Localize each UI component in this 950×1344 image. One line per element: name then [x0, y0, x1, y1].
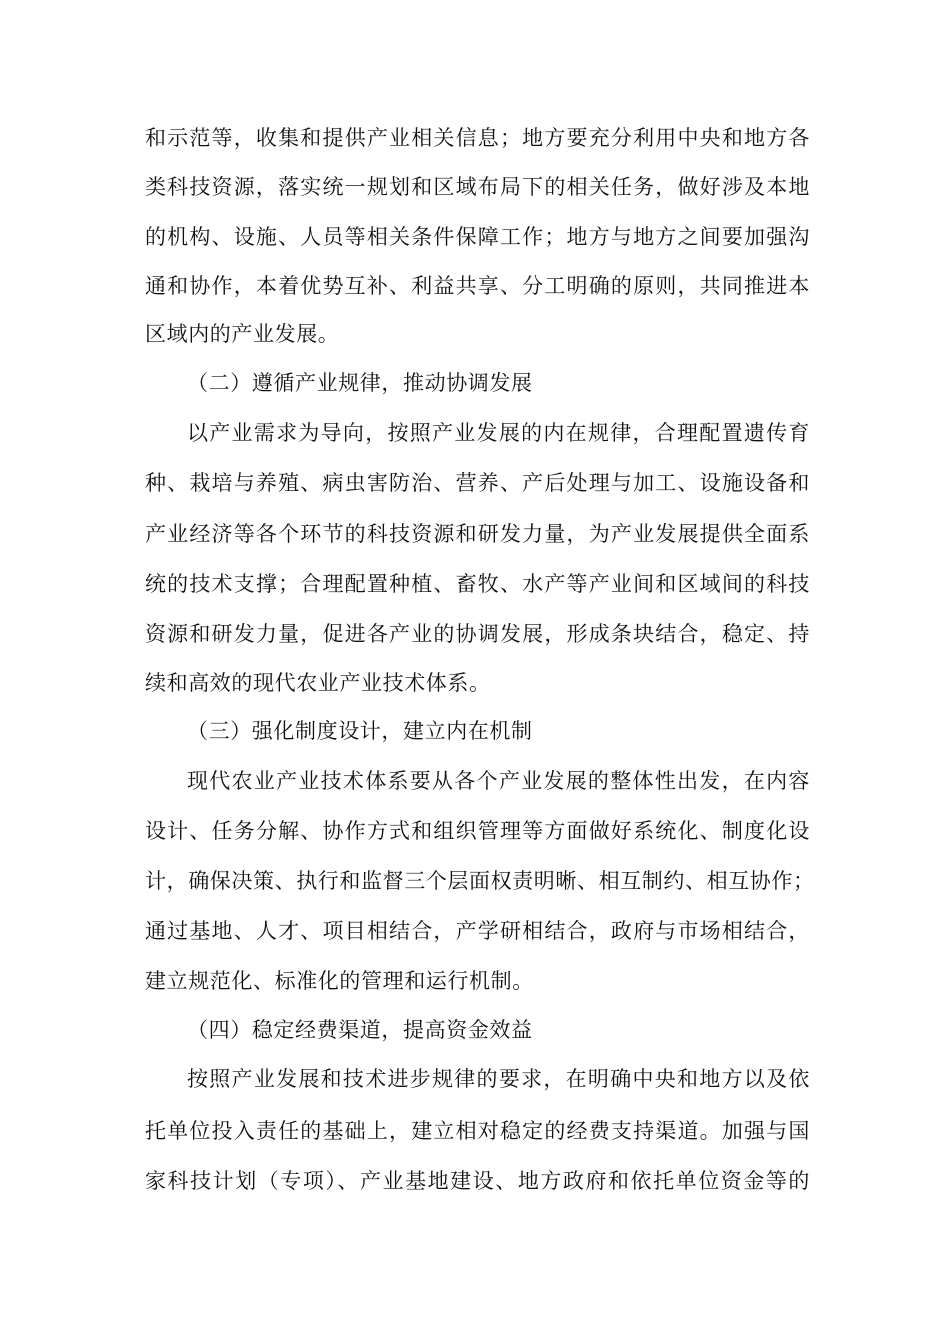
paragraph-2-line-3: 产业经济等各个环节的科技资源和研发力量，为产业发展提供全面系 — [145, 522, 810, 546]
paragraph-2-line-4: 统的技术支撑；合理配置种植、畜牧、水产等产业间和区域间的科技 — [145, 572, 810, 596]
paragraph-4-line-1: 按照产业发展和技术进步规律的要求，在明确中央和地方以及依 — [187, 1067, 810, 1091]
paragraph-4-line-3: 家科技计划（专项）、产业基地建设、地方政府和依托单位资金等的 — [145, 1169, 810, 1193]
paragraph-1-line-4: 通和协作，本着优势互补、利益共享、分工明确的原则，共同推进本 — [145, 274, 810, 298]
section-heading-2: （二）遵循产业规律，推动协调发展 — [187, 371, 533, 395]
section-heading-4: （四）稳定经费渠道，提高资金效益 — [187, 1018, 533, 1042]
paragraph-3-line-4: 通过基地、人才、项目相结合，产学研相结合，政府与市场相结合， — [145, 919, 810, 943]
paragraph-3-line-3: 计，确保决策、执行和监督三个层面权责明晰、相互制约、相互协作； — [145, 869, 815, 893]
paragraph-1-line-3: 的机构、设施、人员等相关条件保障工作；地方与地方之间要加强沟 — [145, 225, 810, 249]
section-heading-3: （三）强化制度设计，建立内在机制 — [187, 719, 533, 743]
paragraph-1-line-1: 和示范等，收集和提供产业相关信息；地方要充分利用中央和地方各 — [145, 126, 810, 150]
paragraph-2-line-6: 续和高效的现代农业产业技术体系。 — [145, 671, 491, 695]
paragraph-4-line-2: 托单位投入责任的基础上，建立相对稳定的经费支持渠道。加强与国 — [145, 1119, 810, 1143]
paragraph-2-line-2: 种、栽培与养殖、病虫害防治、营养、产后处理与加工、设施设备和 — [145, 471, 810, 495]
paragraph-2-line-5: 资源和研发力量，促进各产业的协调发展，形成条块结合，稳定、持 — [145, 622, 810, 646]
paragraph-3-line-2: 设计、任务分解、协作方式和组织管理等方面做好系统化、制度化设 — [145, 819, 810, 843]
paragraph-2-line-1: 以产业需求为导向，按照产业发展的内在规律，合理配置遗传育 — [187, 421, 810, 445]
paragraph-1-line-2: 类科技资源，落实统一规划和区域布局下的相关任务，做好涉及本地 — [145, 175, 810, 199]
paragraph-3-line-5: 建立规范化、标准化的管理和运行机制。 — [145, 969, 534, 993]
paragraph-3-line-1: 现代农业产业技术体系要从各个产业发展的整体性出发，在内容 — [187, 769, 810, 793]
paragraph-1-line-5: 区域内的产业发展。 — [145, 322, 340, 346]
